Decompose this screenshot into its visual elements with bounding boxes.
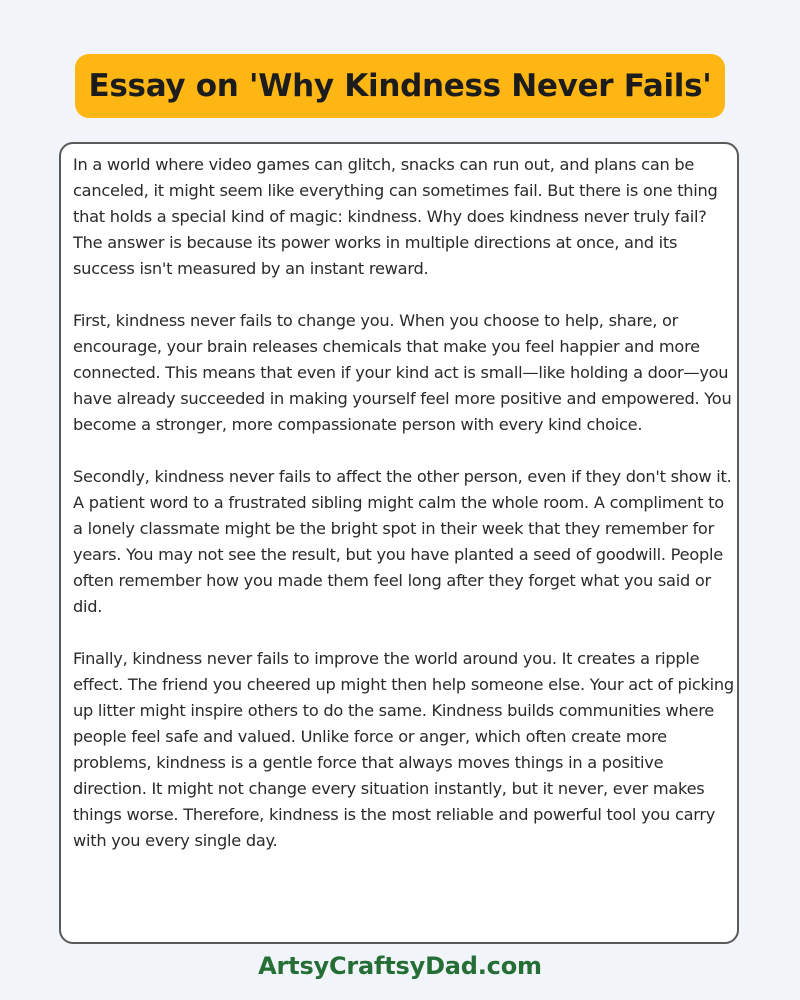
essay-box <box>59 142 739 944</box>
essay-paragraph-3: Secondly, kindness never fails to affect the other person, even if they don't show it. A patient word to a frustrated sibling might calm the whole room. A compliment to a lonely classmate might be the bright spot in their week that they remember for years. You may not see the result, but you have planted a seed of goodwill. People often remember how you made them feel long after they forget what you said or did. <box>73 467 732 616</box>
essay-paragraph-4: Finally, kindness never fails to improve the world around you. It creates a ripple effect. The friend you cheered up might then help someone else. Your act of picking up litter might inspire others to do the same. Kindness builds communities where people feel safe and valued. Unlike force or anger, which often create more problems, kindness is a gentle force that always moves things in a positive direction. It might not change every situation instantly, but it never, ever makes things worse. Therefore, kindness is the most reliable and powerful tool you carry with you every single day. <box>73 649 734 850</box>
essay-paragraph-1: In a world where video games can glitch, snacks can run out, and plans can be canceled, it might seem like everything can sometimes fail. But there is one thing that holds a special kind of magic: kindness. Why does kindness never truly fail? The answer is because its power works in multiple directions at once, and its success isn't measured by an instant reward. <box>73 155 718 278</box>
title-banner <box>75 54 725 118</box>
essay-paragraph-2: First, kindness never fails to change you. When you choose to help, share, or encourage, your brain releases chemicals that make you feel happier and more connected. This means that even if your kind act is small—like holding a door—you have already succeeded in making yourself feel more positive and empowered. You become a stronger, more compassionate person with every kind choice. <box>73 311 732 434</box>
page-title: Essay on 'Why Kindness Never Fails' <box>88 68 712 104</box>
footer-site-name: ArtsyCraftsyDad.com <box>258 952 542 980</box>
